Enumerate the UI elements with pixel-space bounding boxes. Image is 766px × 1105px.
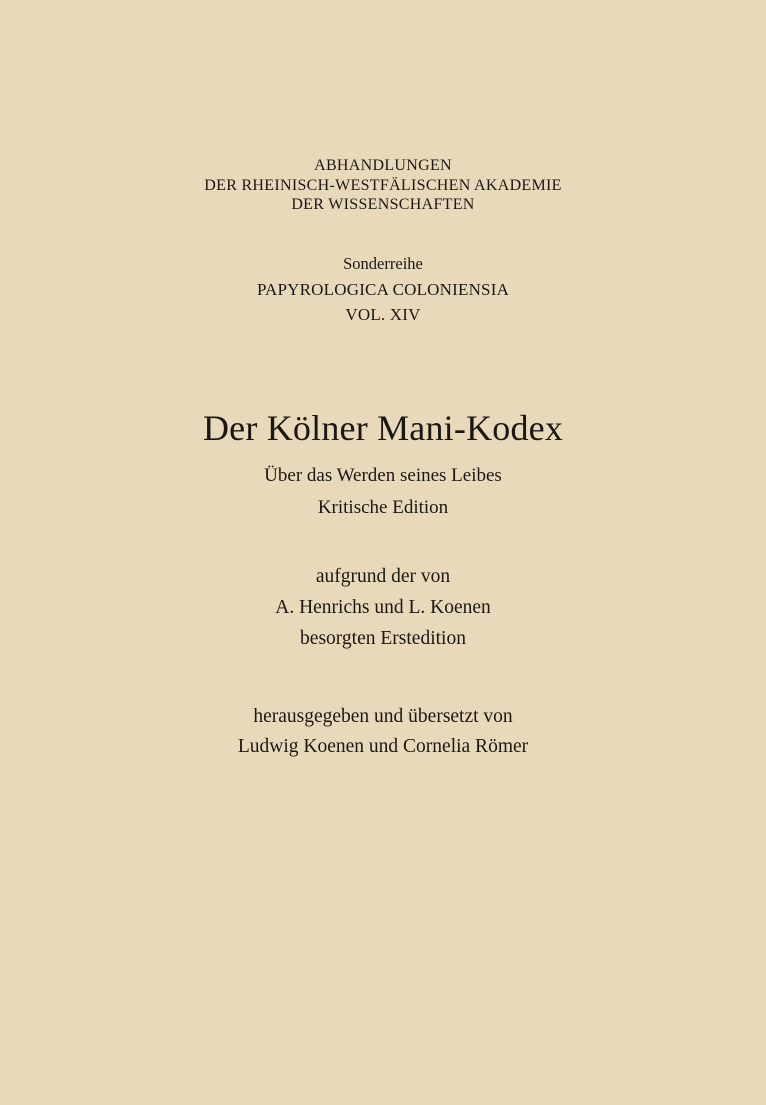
edition-label: Kritische Edition bbox=[317, 497, 449, 518]
basis-line-3: besorgten Erstedition bbox=[300, 628, 466, 649]
basis-line-2: A. Henrichs und L. Koenen bbox=[275, 597, 491, 618]
basis-line-1: aufgrund der von bbox=[315, 566, 451, 587]
editors-line-1: herausgegeben und übersetzt von bbox=[253, 706, 513, 727]
volume-number: VOL. XIV bbox=[345, 305, 421, 324]
series-line-1: ABHANDLUNGEN bbox=[314, 157, 452, 174]
series-line-2: DER RHEINISCH-WESTFÄLISCHEN AKADEMIE bbox=[204, 177, 562, 194]
editors-line-2: Ludwig Koenen und Cornelia Römer bbox=[237, 736, 529, 757]
book-subtitle: Über das Werden seines Leibes bbox=[264, 465, 502, 486]
series-name: PAPYROLOGICA COLONIENSIA bbox=[256, 280, 510, 299]
sonderreihe-label: Sonderreihe bbox=[343, 254, 423, 273]
series-line-3: DER WISSENSCHAFTEN bbox=[291, 196, 475, 213]
book-title: Der Kölner Mani-Kodex bbox=[202, 408, 564, 448]
